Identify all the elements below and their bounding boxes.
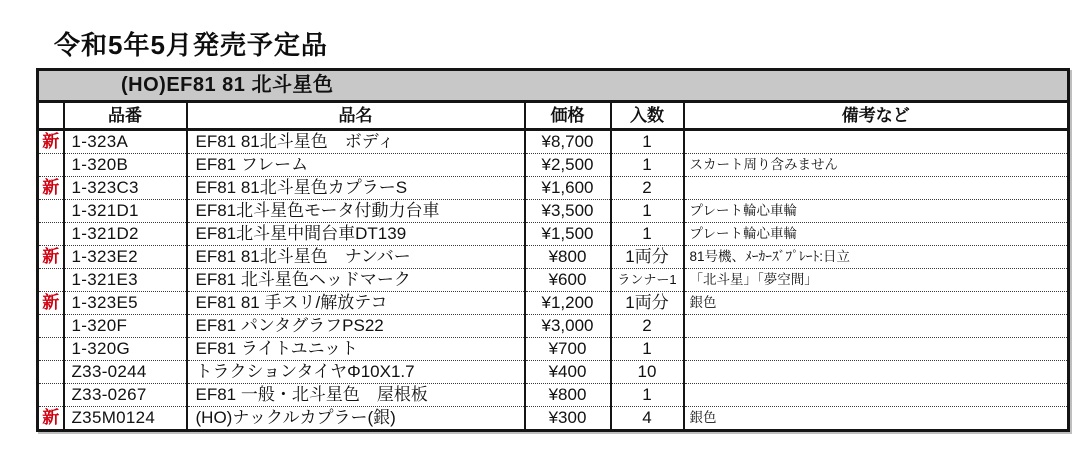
cell-code: 1-323A [64,130,187,154]
table-band-row [38,70,1069,102]
cell-remark: スカート周り含みません [684,154,1069,177]
table-row [38,292,1069,315]
product-table-container [36,68,1070,432]
cell-marker [38,338,64,361]
cell-qty: 2 [611,315,684,338]
table-header-row [38,102,1069,130]
cell-price: ¥300 [525,407,611,431]
table-row [38,177,1069,200]
cell-name: EF81 81北斗星色 ナンバー [187,246,525,269]
cell-price: ¥3,000 [525,315,611,338]
cell-qty: ランナー1 [611,269,684,292]
cell-name: EF81 北斗星色ヘッドマーク [187,269,525,292]
cell-name: トラクションタイヤΦ10X1.7 [187,361,525,384]
cell-remark: プレート輪心車輪 [684,223,1069,246]
table-row [38,407,1069,431]
cell-remark: 銀色 [684,407,1069,431]
cell-name: EF81 パンタグラフPS22 [187,315,525,338]
table-row [38,246,1069,269]
table-row [38,315,1069,338]
cell-code: 1-320G [64,338,187,361]
header-name: 品名 [187,102,525,130]
cell-code: 1-321E3 [64,269,187,292]
cell-code: Z33-0244 [64,361,187,384]
cell-name: EF81北斗星色モータ付動力台車 [187,200,525,223]
cell-marker [38,384,64,407]
cell-remark [684,315,1069,338]
cell-code: 1-323E5 [64,292,187,315]
header-new-marker [38,102,64,130]
cell-remark: 「北斗星」「夢空間」 [684,269,1069,292]
cell-name: EF81 81北斗星色カプラーS [187,177,525,200]
table-band-title: (HO)EF81 81 北斗星色 [38,70,1069,102]
header-code: 品番 [64,102,187,130]
cell-price: ¥800 [525,246,611,269]
cell-remark: 銀色 [684,292,1069,315]
cell-remark [684,384,1069,407]
cell-name: (HO)ナックルカプラー(銀) [187,407,525,431]
cell-code: 1-321D2 [64,223,187,246]
cell-price: ¥700 [525,338,611,361]
cell-remark [684,130,1069,154]
cell-qty: 1両分 [611,292,684,315]
cell-qty: 1 [611,154,684,177]
cell-price: ¥2,500 [525,154,611,177]
cell-marker [38,200,64,223]
cell-code: 1-323E2 [64,246,187,269]
cell-remark: プレート輪心車輪 [684,200,1069,223]
table-row [38,338,1069,361]
cell-code: Z35M0124 [64,407,187,431]
cell-qty: 1 [611,338,684,361]
cell-name: EF81 ライトユニット [187,338,525,361]
cell-remark [684,177,1069,200]
cell-price: ¥8,700 [525,130,611,154]
table-row [38,130,1069,154]
cell-name: EF81 フレーム [187,154,525,177]
cell-code: 1-320B [64,154,187,177]
cell-price: ¥1,600 [525,177,611,200]
cell-marker: 新 [38,177,64,200]
cell-price: ¥1,500 [525,223,611,246]
table-row [38,269,1069,292]
cell-marker: 新 [38,246,64,269]
cell-code: 1-320F [64,315,187,338]
table-row [38,361,1069,384]
table-body [38,130,1069,431]
cell-name: EF81 一般・北斗星色 屋根板 [187,384,525,407]
header-remark: 備考など [684,102,1069,130]
cell-marker [38,315,64,338]
cell-price: ¥3,500 [525,200,611,223]
cell-price: ¥1,200 [525,292,611,315]
page-title: 令和5年5月発売予定品 [54,30,328,60]
cell-qty: 1 [611,384,684,407]
cell-marker: 新 [38,407,64,431]
cell-remark [684,361,1069,384]
cell-price: ¥600 [525,269,611,292]
cell-marker: 新 [42,132,60,151]
table-row [38,223,1069,246]
cell-code: 1-321D1 [64,200,187,223]
cell-price: ¥400 [525,361,611,384]
cell-qty: 10 [611,361,684,384]
cell-qty: 1両分 [611,246,684,269]
cell-qty: 1 [611,200,684,223]
product-table [36,68,1070,432]
cell-name: EF81北斗星中間台車DT139 [187,223,525,246]
header-price: 価格 [525,102,611,130]
cell-code: 1-323C3 [64,177,187,200]
table-row [38,154,1069,177]
cell-qty: 1 [611,130,684,154]
cell-name: EF81 81 手スリ/解放テコ [187,292,525,315]
cell-marker [38,361,64,384]
cell-name: EF81 81北斗星色 ボディ [187,130,525,154]
cell-remark: 81号機、ﾒｰｶｰｽﾞﾌﾟﾚｰﾄ:日立 [684,246,1069,269]
cell-marker [38,154,64,177]
table-row [38,200,1069,223]
cell-code: Z33-0267 [64,384,187,407]
cell-marker [38,223,64,246]
cell-qty: 1 [611,223,684,246]
cell-marker [38,269,64,292]
cell-remark [684,338,1069,361]
cell-price: ¥800 [525,384,611,407]
cell-marker: 新 [38,292,64,315]
cell-qty: 4 [611,407,684,431]
table-row [38,384,1069,407]
cell-qty: 2 [611,177,684,200]
header-qty: 入数 [611,102,684,130]
